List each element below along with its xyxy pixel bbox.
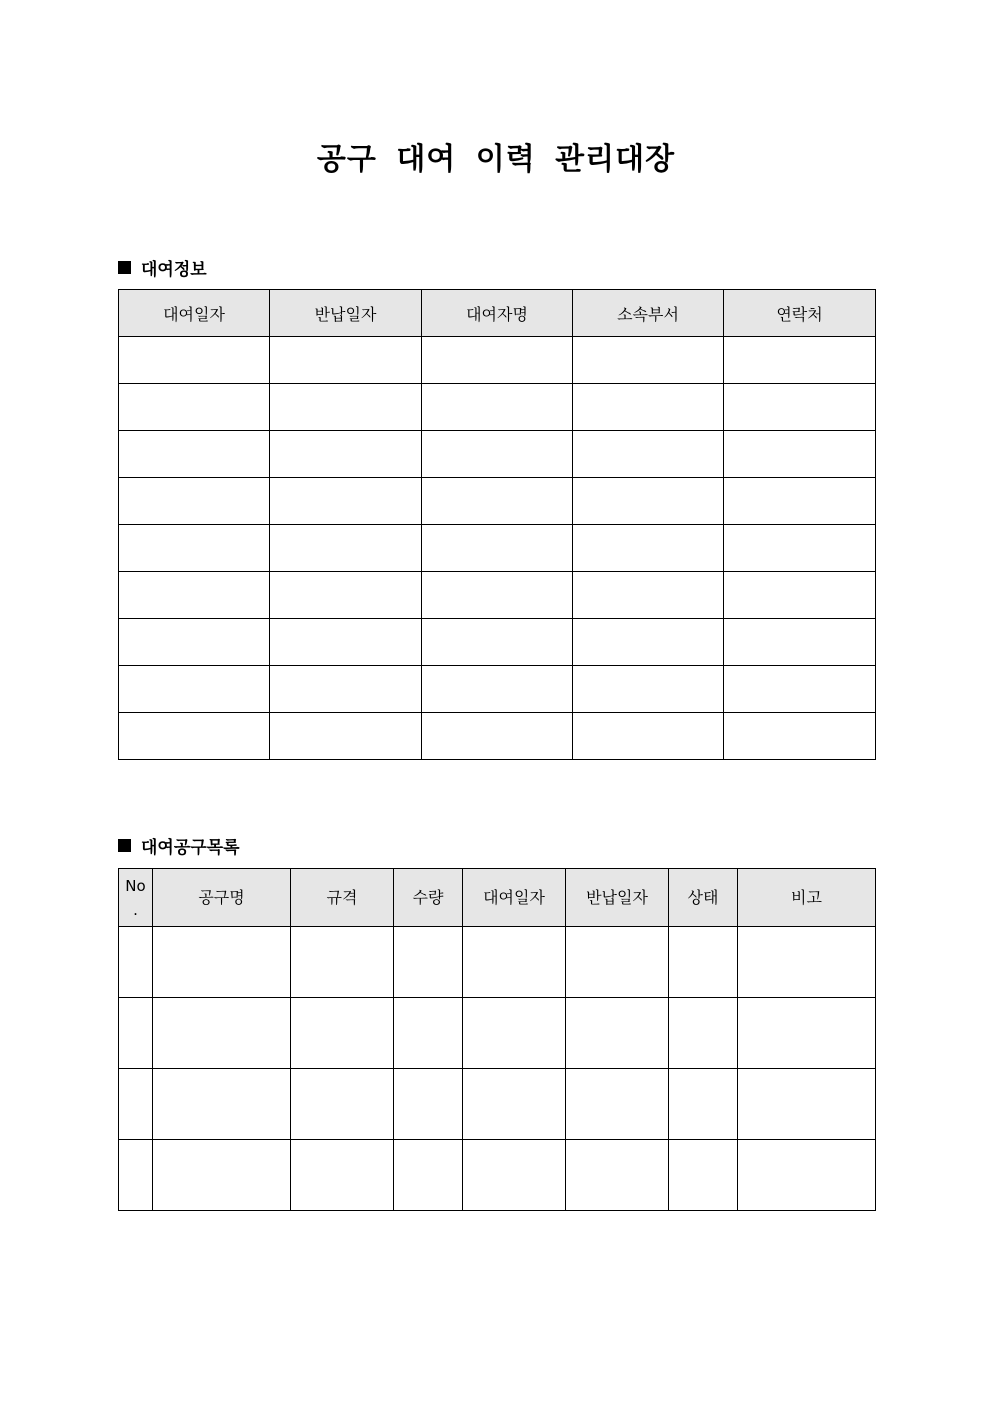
table-cell[interactable] — [463, 927, 566, 998]
table-cell[interactable] — [724, 478, 876, 525]
table-cell[interactable] — [724, 666, 876, 713]
table-cell[interactable] — [724, 384, 876, 431]
table-cell[interactable] — [422, 666, 573, 713]
table-cell[interactable] — [724, 572, 876, 619]
header-rental-date: 대여일자 — [463, 869, 566, 927]
rental-info-row — [119, 666, 876, 713]
tool-list-heading — [118, 833, 240, 858]
table-cell[interactable] — [270, 666, 422, 713]
header-remarks: 비고 — [738, 869, 876, 927]
table-cell[interactable] — [738, 998, 876, 1069]
header-tool-name: 공구명 — [153, 869, 291, 927]
table-cell[interactable] — [291, 1069, 394, 1140]
table-cell[interactable] — [573, 384, 724, 431]
table-cell[interactable] — [422, 572, 573, 619]
table-cell[interactable] — [573, 525, 724, 572]
table-cell[interactable] — [270, 337, 422, 384]
rental-info-heading-label: 대여정보 — [141, 260, 207, 280]
table-cell[interactable] — [422, 337, 573, 384]
rental-info-row — [119, 384, 876, 431]
table-cell[interactable] — [738, 1069, 876, 1140]
table-cell[interactable] — [566, 927, 669, 998]
table-cell[interactable] — [669, 998, 738, 1069]
table-cell[interactable] — [153, 1140, 291, 1211]
table-cell[interactable] — [119, 478, 270, 525]
tool-list-row — [119, 1069, 876, 1140]
header-rental-date: 대여일자 — [119, 290, 270, 337]
table-cell[interactable] — [119, 1140, 153, 1211]
tool-list-row — [119, 927, 876, 998]
table-cell[interactable] — [573, 572, 724, 619]
table-cell[interactable] — [724, 525, 876, 572]
table-cell[interactable] — [270, 525, 422, 572]
table-cell[interactable] — [422, 525, 573, 572]
table-cell[interactable] — [270, 572, 422, 619]
tool-list-row — [119, 1140, 876, 1211]
table-cell[interactable] — [566, 1140, 669, 1211]
table-cell[interactable] — [119, 927, 153, 998]
header-return-date: 반납일자 — [566, 869, 669, 927]
table-cell[interactable] — [463, 1069, 566, 1140]
table-cell[interactable] — [422, 384, 573, 431]
header-no-line2: . — [133, 900, 138, 919]
table-cell[interactable] — [394, 998, 463, 1069]
table-cell[interactable] — [270, 478, 422, 525]
table-cell[interactable] — [573, 619, 724, 666]
table-cell[interactable] — [270, 619, 422, 666]
table-cell[interactable] — [738, 927, 876, 998]
table-cell[interactable] — [394, 927, 463, 998]
table-cell[interactable] — [291, 998, 394, 1069]
table-cell[interactable] — [724, 713, 876, 760]
table-cell[interactable] — [394, 1069, 463, 1140]
table-cell[interactable] — [119, 1069, 153, 1140]
table-cell[interactable] — [153, 998, 291, 1069]
table-cell[interactable] — [119, 337, 270, 384]
rental-info-row — [119, 525, 876, 572]
header-status: 상태 — [669, 869, 738, 927]
rental-info-row — [119, 478, 876, 525]
table-cell[interactable] — [422, 619, 573, 666]
table-cell[interactable] — [270, 431, 422, 478]
table-cell[interactable] — [119, 998, 153, 1069]
table-cell[interactable] — [270, 384, 422, 431]
header-return-date: 반납일자 — [270, 290, 422, 337]
table-cell[interactable] — [669, 1069, 738, 1140]
table-cell[interactable] — [153, 927, 291, 998]
table-cell[interactable] — [566, 1069, 669, 1140]
table-cell[interactable] — [153, 1069, 291, 1140]
tool-list-header-row — [119, 869, 876, 927]
header-no — [119, 869, 153, 927]
table-cell[interactable] — [573, 431, 724, 478]
tool-list-heading-label: 대여공구목록 — [141, 838, 240, 858]
table-cell[interactable] — [738, 1140, 876, 1211]
table-cell[interactable] — [119, 666, 270, 713]
table-cell[interactable] — [422, 713, 573, 760]
table-cell[interactable] — [119, 431, 270, 478]
table-cell[interactable] — [573, 713, 724, 760]
page-title: 공구 대여 이력 관리대장 — [316, 142, 676, 177]
header-quantity: 수량 — [394, 869, 463, 927]
table-cell[interactable] — [669, 927, 738, 998]
table-cell[interactable] — [724, 431, 876, 478]
table-cell[interactable] — [573, 666, 724, 713]
rental-info-row — [119, 431, 876, 478]
rental-info-header-row — [119, 290, 876, 337]
table-cell[interactable] — [119, 525, 270, 572]
table-cell[interactable] — [463, 1140, 566, 1211]
header-no-line1: No — [125, 876, 146, 895]
rental-info-row — [119, 337, 876, 384]
table-cell[interactable] — [566, 998, 669, 1069]
rental-info-row — [119, 619, 876, 666]
rental-info-heading — [118, 255, 207, 280]
table-cell[interactable] — [463, 998, 566, 1069]
header-department: 소속부서 — [573, 290, 724, 337]
table-cell[interactable] — [669, 1140, 738, 1211]
rental-info-table — [118, 289, 876, 760]
table-cell[interactable] — [270, 713, 422, 760]
table-cell[interactable] — [573, 337, 724, 384]
table-cell[interactable] — [119, 619, 270, 666]
rental-info-row — [119, 572, 876, 619]
black-square-icon — [118, 839, 131, 852]
table-cell[interactable] — [119, 384, 270, 431]
rental-info-row — [119, 713, 876, 760]
table-cell[interactable] — [291, 927, 394, 998]
table-cell[interactable] — [573, 478, 724, 525]
table-cell[interactable] — [724, 337, 876, 384]
table-cell[interactable] — [422, 431, 573, 478]
table-cell[interactable] — [724, 619, 876, 666]
header-spec: 규격 — [291, 869, 394, 927]
table-cell[interactable] — [422, 478, 573, 525]
tool-list-row — [119, 998, 876, 1069]
black-square-icon — [118, 261, 131, 274]
tool-list-table — [118, 868, 876, 1211]
table-cell[interactable] — [394, 1140, 463, 1211]
header-contact: 연락처 — [724, 290, 876, 337]
header-renter-name: 대여자명 — [422, 290, 573, 337]
table-cell[interactable] — [119, 713, 270, 760]
table-cell[interactable] — [291, 1140, 394, 1211]
table-cell[interactable] — [119, 572, 270, 619]
